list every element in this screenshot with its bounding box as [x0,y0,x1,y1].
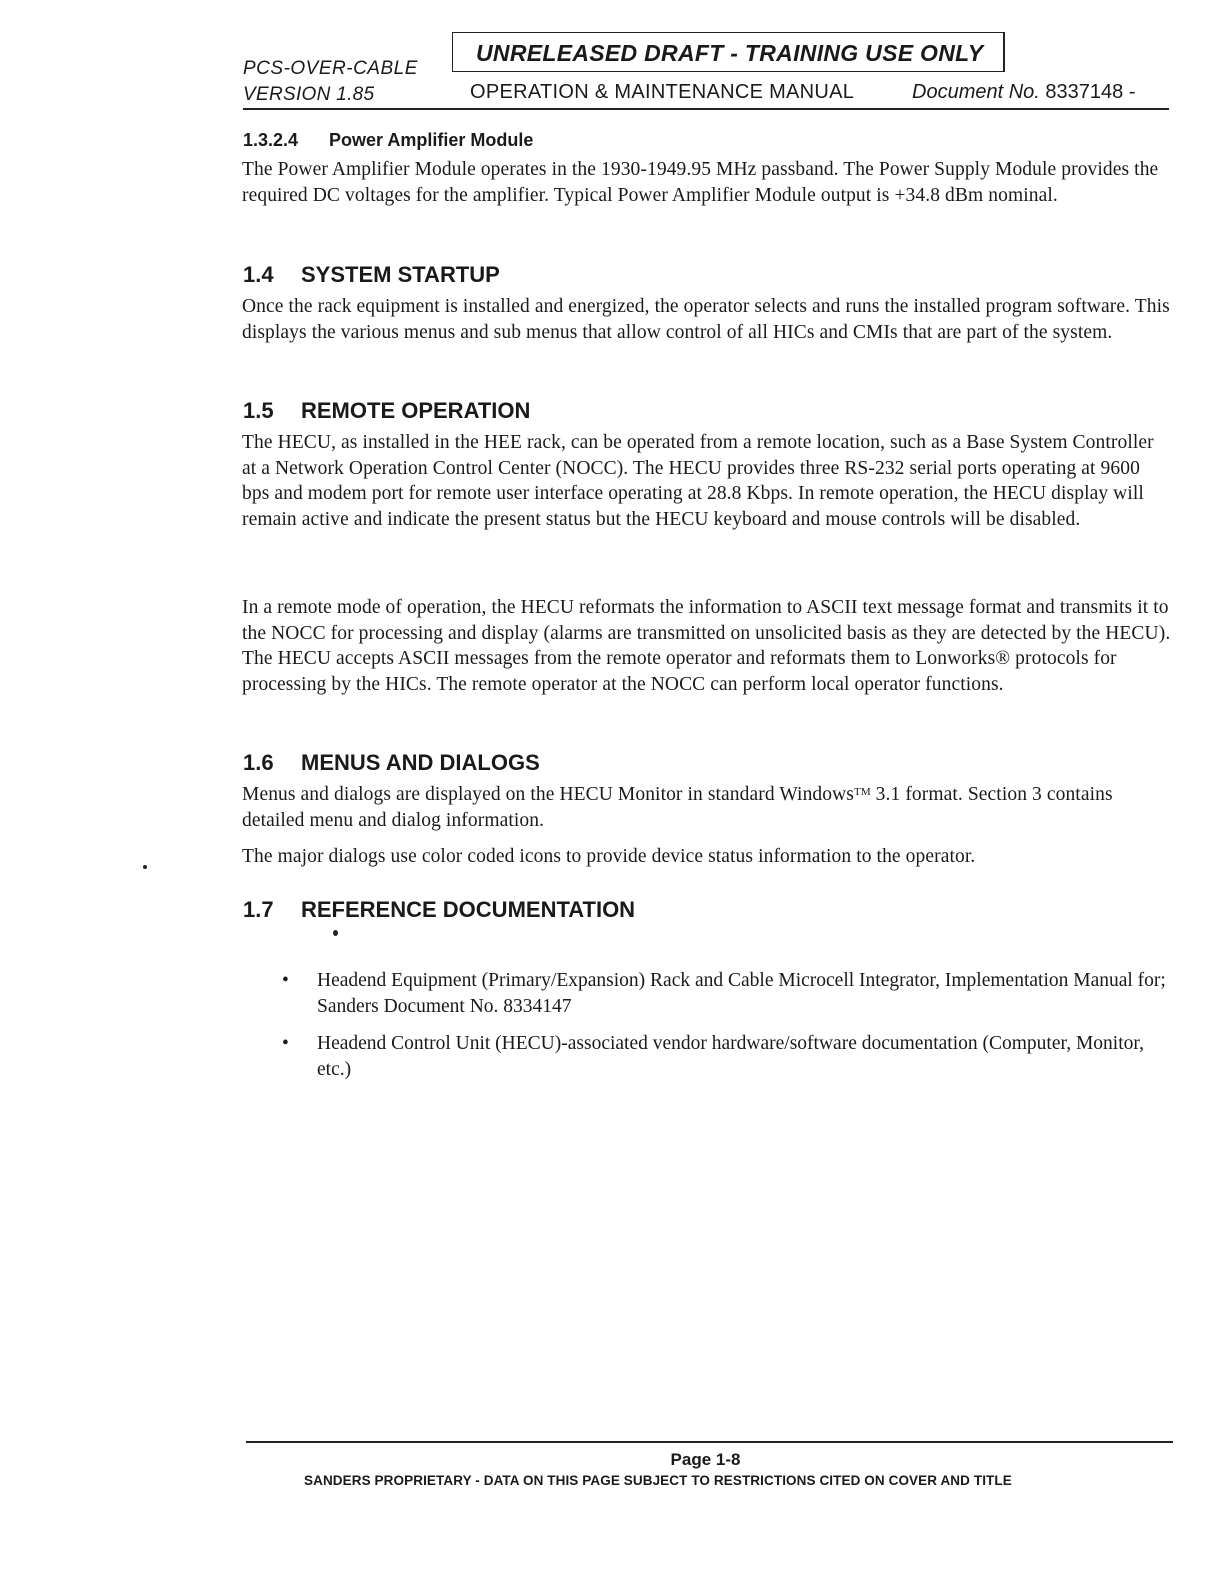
section-title: REFERENCE DOCUMENTATION [301,897,636,922]
section-heading-1-3-2-4 [243,130,533,151]
section-number: 1.3.2.4 [243,130,299,150]
section-heading-1-5 [243,398,530,424]
paragraph: The major dialogs use color coded icons to provide device status information to the operator. [242,846,976,867]
paragraph [242,782,1172,833]
draft-banner: UNRELEASED DRAFT - TRAINING USE ONLY [476,40,984,66]
bullet-icon: • [282,1033,289,1054]
paragraph: Once the rack equipment is installed and energized, the operator selects and runs the installed program software. This displays the various menus and sub menus that allow control of all HICs and CMIs that are part of the system. [242,296,1170,343]
section-title: SYSTEM STARTUP [301,262,500,287]
list-item [282,968,1172,1020]
section-title: MENUS AND DIALOGS [301,750,540,775]
list-item-text: Headend Equipment (Primary/Expansion) Rack and Cable Microcell Integrator, Implementation Manual for; Sanders Document No. 8334147 [317,970,1166,1017]
document-number [912,81,1135,104]
proprietary-notice: SANDERS PROPRIETARY - DATA ON THIS PAGE SUBJECT TO RESTRICTIONS CITED ON COVER AND TITLE [304,1473,1012,1488]
section-title: REMOTE OPERATION [301,398,531,423]
footer-rule [246,1441,1173,1443]
list-item-text: Headend Control Unit (HECU)-associated vendor hardware/software documentation (Computer, Monitor, etc.) [317,1033,1144,1080]
paragraph-text: Menus and dialogs are displayed on the HECU Monitor in standard Windows [242,784,854,805]
scan-speck [333,930,338,936]
manual-title: OPERATION & MAINTENANCE MANUAL [470,81,855,103]
product-version: VERSION 1.85 [243,84,375,105]
header-rule [243,108,1169,110]
section-heading-1-4 [243,262,500,288]
page-number: Page 1-8 [670,1450,741,1469]
paragraph: In a remote mode of operation, the HECU reformats the information to ASCII text message format and transmits it to the NOCC for processing and display (alarms are transmitted on unsolicited basis as they are detected by the HECU). The HECU accepts ASCII messages from the remote operator and reformats them to Lonworks® protocols for processing by the HICs. The remote operator at the NOCC can perform local operator functions. [242,597,1171,695]
section-number: 1.4 [243,262,274,287]
scan-speck [143,865,147,869]
section-number: 1.6 [243,750,274,775]
bullet-icon: • [282,970,289,991]
trademark-symbol: TM [854,786,871,798]
paragraph-text: 3.1 format. Section 3 contains detailed menu and dialog information. [242,784,1113,831]
section-number: 1.5 [243,398,274,423]
section-number: 1.7 [243,897,274,922]
section-heading-1-7 [243,897,635,923]
list-item [282,1031,1172,1083]
document-number-value: 8337148 - [1045,81,1136,103]
section-heading-1-6 [243,750,540,776]
document-number-label: Document No. [912,81,1040,103]
paragraph: The HECU, as installed in the HEE rack, can be operated from a remote location, such as a Base System Controller at a Network Operation Control Center (NOCC). The HECU provides three RS-232 serial ports operating at 9600 bps and modem port for remote user interface operating at 28.8 Kbps. In remote operation, the HECU display will remain active and indicate the present status but the HECU keyboard and mouse controls will be disabled. [242,432,1154,530]
section-title: Power Amplifier Module [329,130,534,150]
paragraph: The Power Amplifier Module operates in the 1930-1949.95 MHz passband. The Power Supply Module provides the required DC voltages for the amplifier. Typical Power Amplifier Module output is +34.8 dBm nominal. [242,159,1159,206]
product-name: PCS-OVER-CABLE [243,58,418,79]
